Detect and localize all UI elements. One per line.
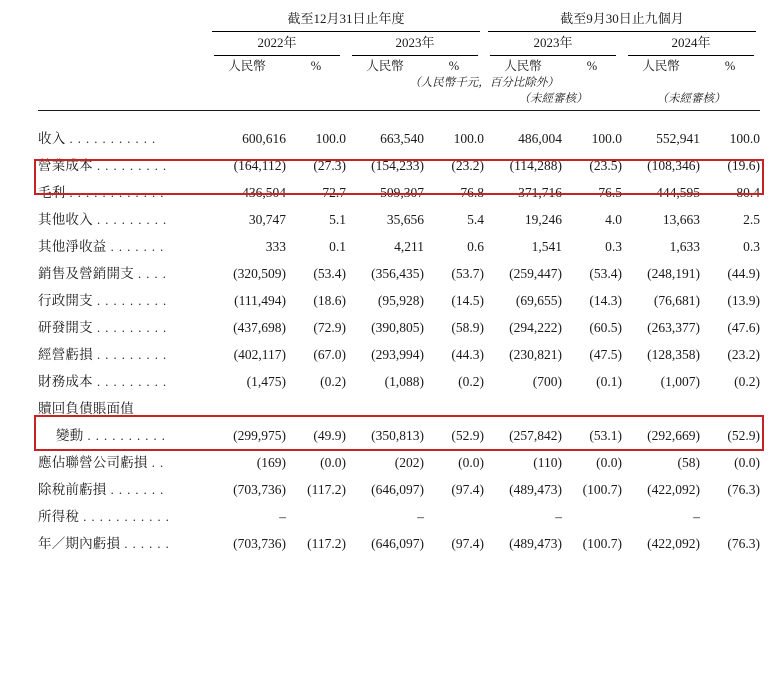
cell-cost-of-sales-0: (164,112) (233, 158, 286, 173)
cell-redeemable-liability-change-2: (350,813) (371, 428, 424, 443)
row-label-text: 行政開支 (38, 293, 93, 308)
cell-share-of-associates-loss-7: (0.0) (734, 455, 761, 470)
header-year-2022: 2022年 (208, 32, 346, 56)
row-label-selling-marketing (38, 255, 208, 282)
cell-selling-marketing-2: (356,435) (371, 266, 424, 281)
cell-selling-marketing-7: (44.9) (727, 266, 761, 281)
cell-redeemable-liability-title-0 (208, 390, 286, 417)
row-label-text: 其他收入 (38, 212, 93, 227)
row-label-loss-before-tax (38, 471, 208, 498)
row-label-other-net-gains (38, 228, 208, 255)
header-sub-currency-4: 人民幣 (642, 59, 680, 73)
cell-loss-for-year-period-4: (489,473) (509, 536, 563, 551)
cell-redeemable-liability-change-3: (52.9) (451, 428, 485, 443)
cell-other-net-gains-3: 0.6 (467, 239, 485, 254)
table-row (38, 174, 760, 201)
cell-cost-of-sales-7: (19.6) (727, 158, 761, 173)
cell-finance-costs-3: (0.2) (458, 374, 485, 389)
table-row (38, 336, 760, 363)
header-sub-currency-1: 人民幣 (228, 59, 266, 73)
cell-other-income-1: 5.1 (329, 212, 346, 227)
cell-other-net-gains-5: 0.3 (605, 239, 623, 254)
cell-income-tax-4: – (555, 509, 563, 524)
cell-administrative-2: (95,928) (377, 293, 424, 308)
cell-selling-marketing-5: (53.4) (589, 266, 623, 281)
leader-dots: . . . . . . . . . . . (65, 132, 157, 146)
row-label-other-income (38, 201, 208, 228)
cell-revenue-4: 486,004 (518, 131, 563, 146)
cell-finance-costs-5: (0.1) (596, 374, 623, 389)
cell-loss-before-tax-7: (76.3) (727, 482, 761, 497)
cell-gross-profit-3: 76.8 (460, 185, 485, 200)
cell-administrative-5: (14.3) (589, 293, 623, 308)
cell-rnd-0: (437,698) (233, 320, 286, 335)
cell-administrative-4: (69,655) (515, 293, 563, 308)
cell-selling-marketing-1: (53.4) (313, 266, 346, 281)
row-label-text: 贖回負債賬面值 (38, 401, 134, 416)
cell-finance-costs-7: (0.2) (734, 374, 761, 389)
leader-dots: . . . . . . . . . (92, 321, 168, 335)
header-year-2023-annual: 2023年 (346, 32, 484, 56)
cell-loss-before-tax-1: (117.2) (307, 482, 346, 497)
cell-revenue-6: 552,941 (656, 131, 701, 146)
row-label-text: 研發開支 (38, 320, 93, 335)
row-label-text: 應佔聯營公司虧損 (38, 455, 148, 470)
cell-gross-profit-6: 444,595 (656, 185, 701, 200)
header-unaudited-note-2: （未經審核） (656, 93, 726, 105)
cell-gross-profit-2: 509,307 (380, 185, 424, 200)
cell-income-tax-1 (286, 498, 346, 525)
leader-dots: . . . . . . . . . (92, 348, 168, 362)
row-label-text: 收入 (38, 131, 66, 146)
cell-other-income-0: 30,747 (248, 212, 286, 227)
leader-dots: . . . . . . . . . (92, 375, 168, 389)
cell-other-net-gains-2: 4,211 (394, 239, 424, 254)
table-row (38, 201, 760, 228)
leader-dots: . . . . . . (120, 537, 170, 551)
cell-other-income-2: 35,656 (386, 212, 424, 227)
row-label-text: 除稅前虧損 (38, 482, 107, 497)
header-blank-2 (346, 90, 484, 106)
cell-gross-profit-4: 371,716 (518, 185, 563, 200)
cell-revenue-5: 100.0 (591, 131, 623, 146)
cell-redeemable-liability-title-5 (562, 390, 622, 417)
cell-operating-loss-4: (230,821) (509, 347, 563, 362)
cell-other-net-gains-1: 0.1 (329, 239, 346, 254)
cell-rnd-6: (263,377) (647, 320, 701, 335)
header-sub-percent-1: % (310, 59, 322, 73)
cell-administrative-7: (13.9) (727, 293, 761, 308)
cell-loss-for-year-period-0: (703,736) (233, 536, 286, 551)
header-group-row (38, 8, 760, 32)
header-group-annual: 截至12月31日止年度 (208, 8, 484, 32)
leader-dots: . . . . . . . . . (92, 294, 168, 308)
header-sub-currency-3: 人民幣 (504, 59, 542, 73)
header-unit-note: （人民幣千元，百分比除外） (409, 77, 559, 89)
cell-income-tax-2: – (417, 509, 424, 524)
row-label-text: 營業成本 (38, 158, 93, 173)
header-group-ninemonths: 截至9月30日止九個月 (484, 8, 760, 32)
cell-share-of-associates-loss-0: (169) (256, 455, 286, 470)
cell-redeemable-liability-title-6 (622, 390, 700, 417)
row-label-rnd (38, 309, 208, 336)
cell-other-income-5: 4.0 (605, 212, 623, 227)
header-sub-currency-2: 人民幣 (366, 59, 404, 73)
cell-redeemable-liability-title-1 (286, 390, 346, 417)
cell-selling-marketing-6: (248,191) (647, 266, 701, 281)
row-label-text: 毛利 (38, 185, 66, 200)
table-row (38, 471, 760, 498)
row-label-text: 年／期內虧損 (38, 536, 121, 551)
table-row (38, 498, 760, 525)
cell-cost-of-sales-5: (23.5) (589, 158, 623, 173)
cell-loss-before-tax-4: (489,473) (509, 482, 563, 497)
cell-loss-before-tax-0: (703,736) (233, 482, 286, 497)
cell-redeemable-liability-change-1: (49.9) (313, 428, 346, 443)
header-sub-percent-2: % (448, 59, 460, 73)
cell-revenue-1: 100.0 (315, 131, 346, 146)
cell-administrative-6: (76,681) (653, 293, 701, 308)
cell-operating-loss-0: (402,117) (233, 347, 286, 362)
cell-cost-of-sales-2: (154,233) (371, 158, 424, 173)
cell-finance-costs-1: (0.2) (320, 374, 346, 389)
financial-table (38, 8, 760, 552)
cell-selling-marketing-4: (259,447) (509, 266, 563, 281)
row-label-text: 其他淨收益 (38, 239, 107, 254)
cell-loss-for-year-period-5: (100.7) (582, 536, 623, 551)
leader-dots: . . (147, 456, 165, 470)
cell-cost-of-sales-1: (27.3) (313, 158, 346, 173)
row-label-redeemable-liability-title (38, 390, 208, 417)
header-year-2023-interim: 2023年 (484, 32, 622, 56)
row-label-finance-costs (38, 363, 208, 390)
cell-rnd-4: (294,222) (509, 320, 563, 335)
row-label-text: 所得稅 (38, 509, 80, 524)
cell-loss-for-year-period-6: (422,092) (647, 536, 701, 551)
header-spacer-3 (38, 56, 208, 74)
cell-operating-loss-7: (23.2) (727, 347, 761, 362)
header-spacer-4 (38, 74, 208, 90)
header-sub-percent-4: % (724, 59, 736, 73)
header-sub-percent-3: % (586, 59, 598, 73)
header-spacer (38, 8, 208, 32)
cell-other-income-4: 19,246 (524, 212, 563, 227)
cell-other-income-3: 5.4 (467, 212, 485, 227)
cell-administrative-0: (111,494) (234, 293, 286, 308)
row-label-text: 財務成本 (38, 374, 93, 389)
cell-cost-of-sales-4: (114,288) (509, 158, 563, 173)
cell-revenue-0: 600,616 (242, 131, 286, 146)
cell-administrative-3: (14.5) (451, 293, 485, 308)
leader-dots: . . . . (133, 267, 167, 281)
row-label-loss-for-year-period (38, 525, 208, 552)
cell-revenue-3: 100.0 (453, 131, 485, 146)
cell-redeemable-liability-title-7 (700, 390, 760, 417)
row-label-operating-loss (38, 336, 208, 363)
header-spacer-5 (38, 90, 208, 106)
cell-revenue-2: 663,540 (380, 131, 424, 146)
cell-income-tax-6: – (693, 509, 701, 524)
cell-loss-before-tax-6: (422,092) (647, 482, 701, 497)
cell-finance-costs-2: (1,088) (384, 374, 424, 389)
cell-redeemable-liability-title-4 (484, 390, 562, 417)
table-row (38, 255, 760, 282)
cell-other-income-7: 2.5 (743, 212, 761, 227)
cell-rnd-1: (72.9) (313, 320, 346, 335)
leader-dots: . . . . . . . . . (92, 159, 168, 173)
cell-operating-loss-1: (67.0) (313, 347, 346, 362)
cell-redeemable-liability-title-3 (424, 390, 484, 417)
cell-gross-profit-7: 80.4 (736, 185, 761, 200)
cell-finance-costs-0: (1,475) (246, 374, 286, 389)
cell-other-net-gains-4: 1,541 (531, 239, 563, 254)
table-row (38, 525, 760, 552)
leader-dots: . . . . . . . . . . . (79, 510, 170, 524)
cell-other-net-gains-7: 0.3 (743, 239, 761, 254)
cell-loss-for-year-period-3: (97.4) (451, 536, 485, 551)
row-label-gross-profit (38, 174, 208, 201)
cell-share-of-associates-loss-4: (110) (533, 455, 563, 470)
cell-other-income-6: 13,663 (662, 212, 701, 227)
cell-rnd-5: (60.5) (589, 320, 623, 335)
cell-rnd-2: (390,805) (371, 320, 424, 335)
row-label-text: 變動 (56, 428, 84, 443)
table-row (38, 309, 760, 336)
row-label-share-of-associates-loss (38, 444, 208, 471)
header-unaudited-row (38, 90, 760, 106)
cell-loss-before-tax-2: (646,097) (371, 482, 424, 497)
cell-loss-before-tax-5: (100.7) (582, 482, 623, 497)
cell-finance-costs-4: (700) (532, 374, 563, 389)
leader-dots: . . . . . . . . . (92, 213, 168, 227)
table-body (38, 120, 760, 552)
cell-share-of-associates-loss-5: (0.0) (596, 455, 623, 470)
cell-finance-costs-6: (1,007) (660, 374, 701, 389)
cell-redeemable-liability-change-4: (257,842) (509, 428, 563, 443)
table-row (38, 444, 760, 471)
cell-share-of-associates-loss-3: (0.0) (458, 455, 485, 470)
cell-loss-before-tax-3: (97.4) (451, 482, 485, 497)
header-unit-note-row (38, 74, 760, 90)
row-label-text: 經營虧損 (38, 347, 93, 362)
cell-redeemable-liability-change-6: (292,669) (647, 428, 701, 443)
cell-income-tax-5 (562, 498, 622, 525)
cell-redeemable-liability-change-5: (53.1) (589, 428, 623, 443)
cell-rnd-3: (58.9) (451, 320, 485, 335)
table-header (38, 8, 760, 120)
cell-redeemable-liability-change-0: (299,975) (233, 428, 286, 443)
row-label-cost-of-sales (38, 147, 208, 174)
cell-operating-loss-6: (128,358) (647, 347, 701, 362)
leader-dots: . . . . . . . . . . (83, 429, 166, 443)
cell-cost-of-sales-6: (108,346) (647, 158, 701, 173)
cell-redeemable-liability-title-2 (346, 390, 424, 417)
table-row (38, 282, 760, 309)
cell-loss-for-year-period-2: (646,097) (371, 536, 424, 551)
table-row (38, 120, 760, 147)
cell-gross-profit-0: 436,504 (242, 185, 286, 200)
cell-operating-loss-3: (44.3) (451, 347, 485, 362)
cell-gross-profit-5: 76.5 (598, 185, 623, 200)
cell-income-tax-7 (700, 498, 760, 525)
leader-dots: . . . . . . . (106, 240, 165, 254)
cell-income-tax-3 (424, 498, 484, 525)
cell-loss-for-year-period-1: (117.2) (307, 536, 346, 551)
cell-rnd-7: (47.6) (727, 320, 761, 335)
cell-administrative-1: (18.6) (313, 293, 346, 308)
cell-loss-for-year-period-7: (76.3) (727, 536, 761, 551)
header-blank-1 (208, 90, 346, 106)
cell-share-of-associates-loss-1: (0.0) (320, 455, 346, 470)
row-label-income-tax (38, 498, 208, 525)
cell-share-of-associates-loss-2: (202) (394, 455, 424, 470)
cell-gross-profit-1: 72.7 (322, 185, 346, 200)
header-sub-row (38, 56, 760, 74)
table-row (38, 390, 760, 417)
cell-other-net-gains-6: 1,633 (669, 239, 701, 254)
table-row (38, 147, 760, 174)
cell-other-net-gains-0: 333 (265, 239, 286, 254)
cell-revenue-7: 100.0 (729, 131, 761, 146)
header-unaudited-note-1: （未經審核） (518, 93, 588, 105)
cell-operating-loss-2: (293,994) (371, 347, 424, 362)
cell-cost-of-sales-3: (23.2) (451, 158, 485, 173)
header-year-row (38, 32, 760, 56)
row-label-text: 銷售及營銷開支 (38, 266, 134, 281)
table-row (38, 228, 760, 255)
cell-selling-marketing-0: (320,509) (233, 266, 286, 281)
header-spacer-2 (38, 32, 208, 56)
header-gap (38, 111, 760, 121)
cell-income-tax-0: – (279, 509, 286, 524)
leader-dots: . . . . . . . . . . . . (65, 186, 165, 200)
header-year-2024-interim: 2024年 (622, 32, 760, 56)
table-row (38, 363, 760, 390)
row-label-redeemable-liability-change (38, 417, 208, 444)
row-label-administrative (38, 282, 208, 309)
cell-selling-marketing-3: (53.7) (451, 266, 485, 281)
table-row (38, 417, 760, 444)
leader-dots: . . . . . . . (106, 483, 165, 497)
cell-operating-loss-5: (47.5) (589, 347, 623, 362)
cell-redeemable-liability-change-7: (52.9) (727, 428, 761, 443)
row-label-revenue (38, 120, 208, 147)
cell-share-of-associates-loss-6: (58) (677, 455, 701, 470)
